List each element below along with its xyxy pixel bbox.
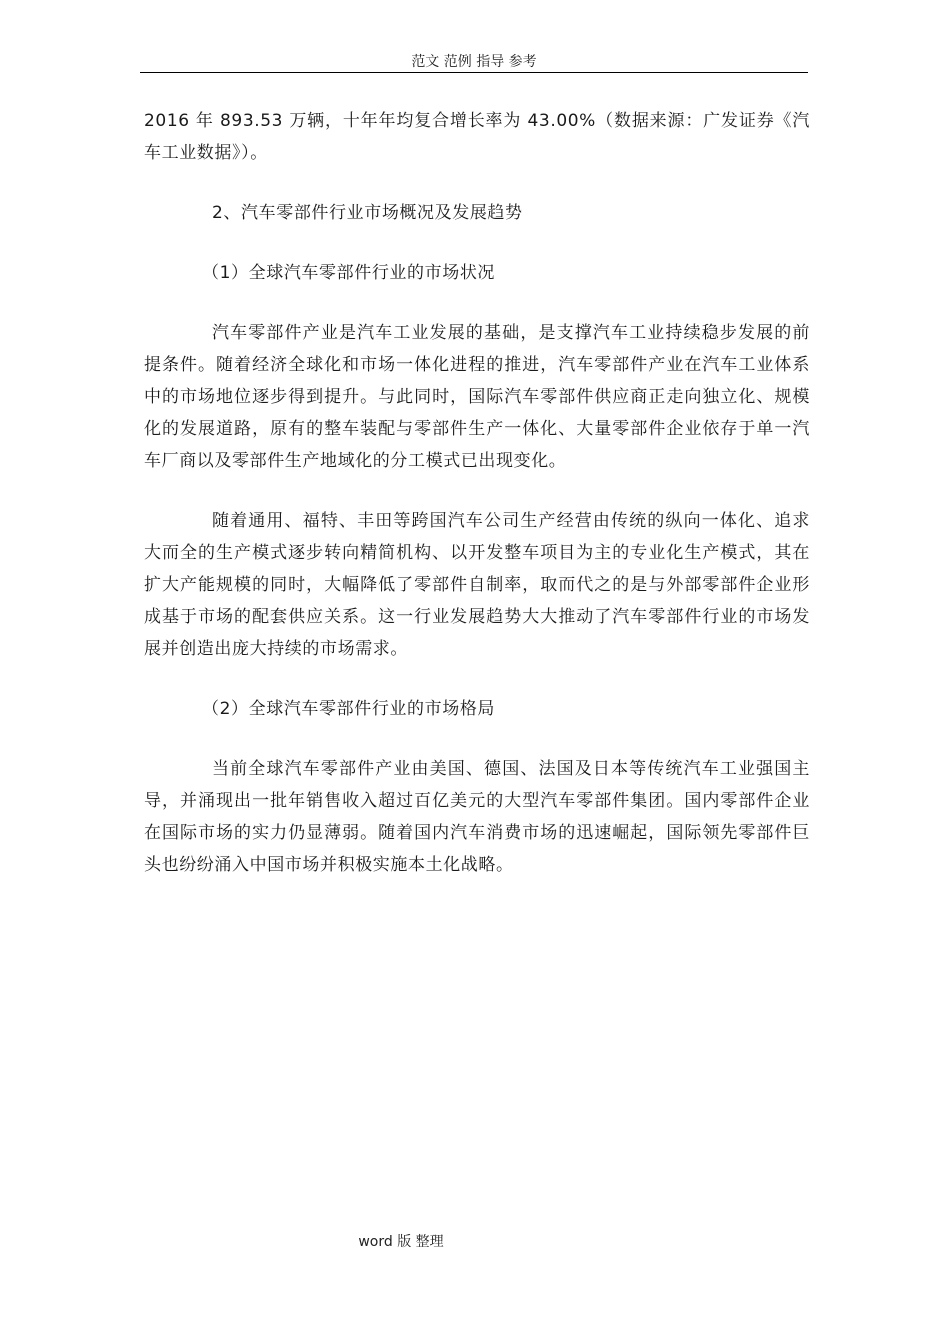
header-divider: [140, 72, 808, 73]
page-footer: word 版 整理: [358, 1234, 444, 1250]
paragraph: 汽车零部件产业是汽车工业发展的基础，是支撑汽车工业持续稳步发展的前提条件。随着经济全球化和市场一体化进程的推进，汽车零部件产业在汽车工业体系中的市场地位逐步得到提升。与此同时，国际汽车零部件供应商正走向独立化、规模化的发展道路，原有的整车装配与零部件生产一体化、大量零部件企业依存于单一汽车厂商以及零部件生产地域化的分工模式已出现变化。: [144, 323, 810, 471]
paragraph: 当前全球汽车零部件产业由美国、德国、法国及日本等传统汽车工业强国主导，并涌现出一批年销售收入超过百亿美元的大型汽车零部件集团。国内零部件企业在国际市场的实力仍显薄弱。随着国内汽车消费市场的迅速崛起，国际领先零部件巨头也纷纷涌入中国市场并积极实施本土化战略。: [144, 759, 810, 875]
subsection-heading-market-structure: （2）全球汽车零部件行业的市场格局: [202, 699, 496, 719]
paragraph-continued: 2016 年 893.53 万辆，十年年均复合增长率为 43.00%（数据来源：广发证券《汽车工业数据》）。: [144, 111, 810, 163]
subsection-heading-market-status: （1）全球汽车零部件行业的市场状况: [202, 263, 496, 283]
section-heading: 2、汽车零部件行业市场概况及发展趋势: [212, 203, 523, 223]
document-body: [144, 105, 810, 909]
paragraph: 随着通用、福特、丰田等跨国汽车公司生产经营由传统的纵向一体化、追求大而全的生产模式逐步转向精简机构、以开发整车项目为主的专业化生产模式，其在扩大产能规模的同时，大幅降低了零部件自制率，取而代之的是与外部零部件企业形成基于市场的配套供应关系。这一行业发展趋势大大推动了汽车零部件行业的市场发展并创造出庞大持续的市场需求。: [144, 511, 810, 659]
page-header: 范文 范例 指导 参考: [411, 54, 537, 70]
